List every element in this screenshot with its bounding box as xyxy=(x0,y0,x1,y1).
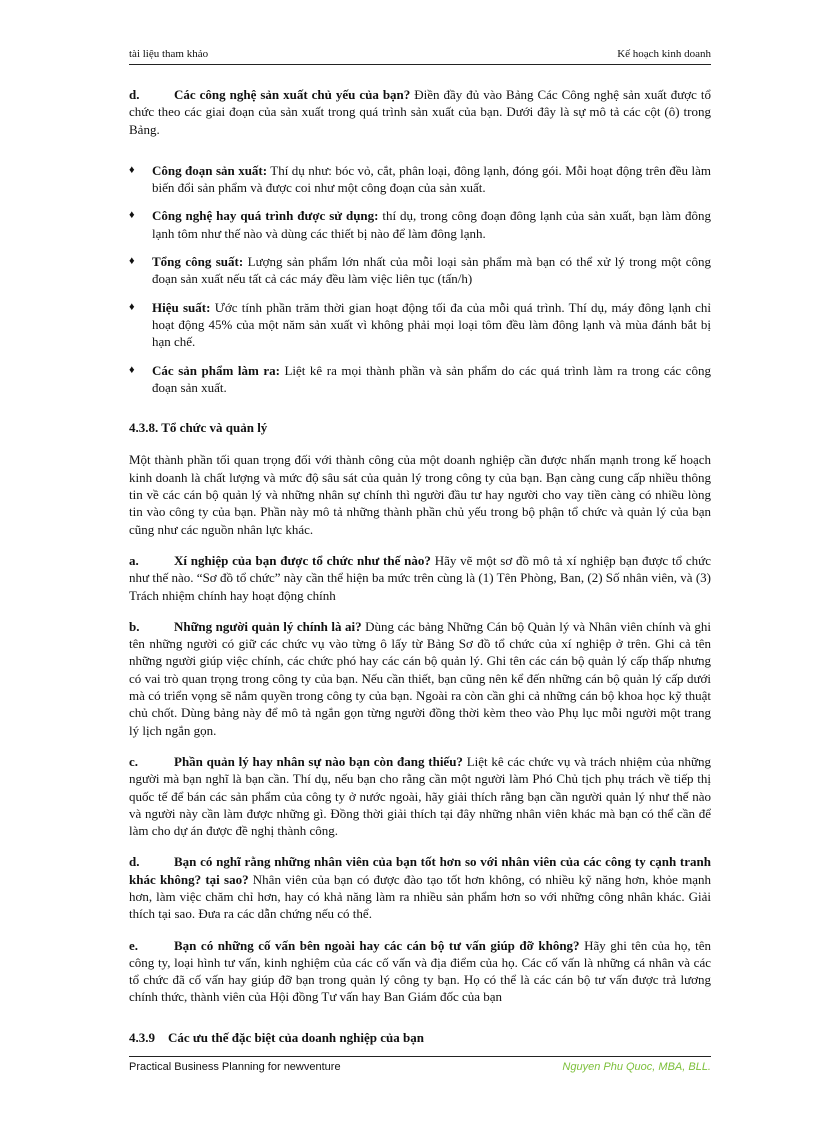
header-left-text: tài liệu tham khảo xyxy=(129,48,209,60)
list-item-e xyxy=(129,937,711,1006)
bullet-item xyxy=(129,253,711,288)
bullet-text: Ước tính phần trăm thời gian hoạt động tối đa của mỗi quá trình. Thí dụ, máy đông lạnh chỉ hoạt động 45% của một năm sản xuất vì không phải mọi loại tôm đều làm đông lạnh và mùa đánh bắt bị hạn chế. xyxy=(152,299,712,350)
section-number: 4.3.9 xyxy=(129,1029,155,1045)
item-question: Xí nghiệp của bạn được tổ chức như thế nào? xyxy=(174,552,431,568)
diamond-bullet-icon: ♦ xyxy=(129,163,135,176)
bullet-list xyxy=(129,162,711,396)
item-question: Những người quản lý chính là ai? xyxy=(174,618,362,634)
page-footer xyxy=(129,1056,711,1075)
item-label: d. xyxy=(129,87,140,102)
footer-author-text: Nguyen Phu Quoc, MBA, BLL. xyxy=(562,1061,711,1073)
item-question: Phần quản lý hay nhân sự nào bạn còn đang thiếu? xyxy=(174,753,463,769)
list-item-c xyxy=(129,753,711,839)
bullet-term: Công đoạn sản xuất: xyxy=(152,162,268,178)
item-text: Nhân viên của bạn có được đào tạo tốt hơn không, có nhiều kỹ năng hơn, khỏe mạnh hơn, làm việc chăm chỉ hơn, hay có khả năng làm ra nhiều sản phẩm hơn so với những công nhân khác. Giải thích tại sao. Đưa ra các dẫn chứng nếu có thể. xyxy=(129,871,711,922)
item-label: c. xyxy=(129,753,139,769)
intro-paragraph xyxy=(129,86,711,138)
page-content xyxy=(129,86,711,1061)
item-text: Liệt kê các chức vụ và trách nhiệm của những người mà bạn nghĩ là bạn cần. Thí dụ, nếu bạn cho rằng cần một người làm Phó Chủ tịch phụ trách về tiếp thị quốc tế để bán các sản phẩm của công ty ở nước ngoài, hãy giải thích rằng bạn cần người quản lý như thế nào và người này cần làm được những gì. Đồng thời giải thích tại đây những nhân viên khác mà bạn có thể cần để làm cho dự án được đề nghị thành công. xyxy=(129,753,711,839)
item-question: Các công nghệ sản xuất chủ yếu của bạn? xyxy=(174,87,411,102)
bullet-term: Tổng công suất: xyxy=(152,254,244,270)
bullet-item xyxy=(129,207,711,242)
item-label: b. xyxy=(129,618,140,634)
list-item-b xyxy=(129,618,711,739)
bullet-text: Thí dụ như: bóc vỏ, cắt, phân loại, đông lạnh, đóng gói. Mỗi hoạt động trên đều làm biến đổi sản phẩm và được coi như một công đoạn của sản xuất. xyxy=(152,162,711,196)
bullet-item xyxy=(129,162,711,197)
list-item-a xyxy=(129,552,711,604)
item-question: Bạn có những cố vấn bên ngoài hay các cán bộ tư vấn giúp đỡ không? xyxy=(174,937,580,953)
item-label: d. xyxy=(129,854,140,870)
item-question: Bạn có nghĩ rằng những nhân viên của bạn tốt hơn so với nhân viên của các công ty cạnh tranh khác không? tại sao? xyxy=(129,854,711,887)
bullet-item xyxy=(129,299,711,351)
item-text: Hãy vẽ một sơ đồ mô tả xí nghiệp bạn được tổ chức như thế nào. “Sơ đồ tổ chức” này cần thể hiện ba mức trên cùng là (1) Tên Phòng, Ban, (2) Số nhân viên, và (3) Trách nhiệm chính hay hoạt động chính xyxy=(129,552,711,603)
item-label: a. xyxy=(129,552,139,568)
header-right-text: Kế hoạch kinh doanh xyxy=(617,48,711,60)
section-paragraph: Một thành phần tối quan trọng đối với thành công của một doanh nghiệp cần được nhấn mạnh trong kế hoạch kinh doanh là chất lượng và mức độ sâu sát của quản lý trong công ty của bạn. Bạn càng cung cấp nhiều thông tin về các cán bộ quản lý và những nhân sự chính thì người đầu tư hay người cho vay tiền càng có nhiều lòng tin vào công ty của bạn. Phần này mô tả những thành phần chủ yếu trong bộ phận tổ chức và quản lý của bạn cũng như các nguồn nhân lực khác. xyxy=(129,452,711,537)
bullet-text: thí dụ, trong công đoạn đông lạnh của sản xuất, bạn làm đông lạnh tôm như thế nào và dùng các thiết bị nào để làm đông lạnh. xyxy=(152,208,711,241)
section-heading-4-3-8: 4.3.8. Tổ chức và quản lý xyxy=(129,420,268,436)
bullet-term: Các sản phẩm làm ra: xyxy=(152,362,280,378)
list-item-d xyxy=(129,853,711,922)
item-text: Hãy ghi tên của họ, tên công ty, loại hình tư vấn, kinh nghiệm của các cố vấn và địa điểm của họ. Các cố vấn là những cá nhân và các tổ chức đã cố vấn hay giúp đỡ bạn trong quản lý công ty bạn. Họ có thể là các cán bộ tư vấn được trả lương chính thức, thành viên của Hội đồng Tư vấn hay Ban Giám đốc của bạn xyxy=(129,937,711,1005)
bullet-item xyxy=(129,362,711,397)
footer-left-text: Practical Business Planning for newventure xyxy=(129,1061,341,1073)
item-text: Dùng các bảng Những Cán bộ Quản lý và Nhân viên chính và ghi tên những người có giữ các chức vụ vào từng ô lấy từ Bảng Sơ đồ tổ chức của xí nghiệp ở trên. Ghi cả tên những người giúp việc chính, các chức phó hay các cán bộ quản lý. Ghi tên các cán bộ quản lý cấp thấp nhưng có vai trò quan trọng trong công ty của bạn. Nếu cần thiết, bạn cũng nên kể đến những cán bộ quản lý cấp dưới mà có triển vọng sẽ nắm quyền trong công ty của bạn. Ngoài ra còn cần ghi cả những cán bộ khoa học kỹ thuật chủ chốt. Dùng bảng này để mô tả ngắn gọn từng người đồng thời kèm theo vào Phụ lục mỗi người một trang lý lịch ngắn gọn. xyxy=(129,618,711,738)
bullet-term: Công nghệ hay quá trình được sử dụng: xyxy=(152,208,379,224)
bullet-text: Liệt kê ra mọi thành phần và sản phẩm do các quá trình làm ra trong các công đoạn sản xuất. xyxy=(152,362,711,395)
bullet-term: Hiệu suất: xyxy=(152,299,211,315)
section-heading-4-3-9 xyxy=(129,1029,711,1046)
item-label: e. xyxy=(129,937,139,953)
section-title: Các ưu thế đặc biệt của doanh nghiệp của bạn xyxy=(168,1029,424,1045)
bullet-text: Lượng sản phẩm lớn nhất của mỗi loại sản phẩm mà bạn có thể xử lý trong một công đoạn sản xuất nếu tất cả các máy đều làm việc liên tục (tấn/h) xyxy=(152,254,711,287)
page-header xyxy=(129,46,711,65)
diamond-bullet-icon: ♦ xyxy=(129,300,135,313)
item-text: Điền đầy đủ vào Bảng Các Công nghệ sản xuất được tổ chức theo các giai đoạn của sản xuất trong quá trình sản xuất của bạn. Dưới đây là sự mô tả các cột (ô) trong Bảng. xyxy=(129,87,711,137)
diamond-bullet-icon: ♦ xyxy=(129,255,135,268)
diamond-bullet-icon: ♦ xyxy=(129,209,135,222)
diamond-bullet-icon: ♦ xyxy=(129,363,135,376)
